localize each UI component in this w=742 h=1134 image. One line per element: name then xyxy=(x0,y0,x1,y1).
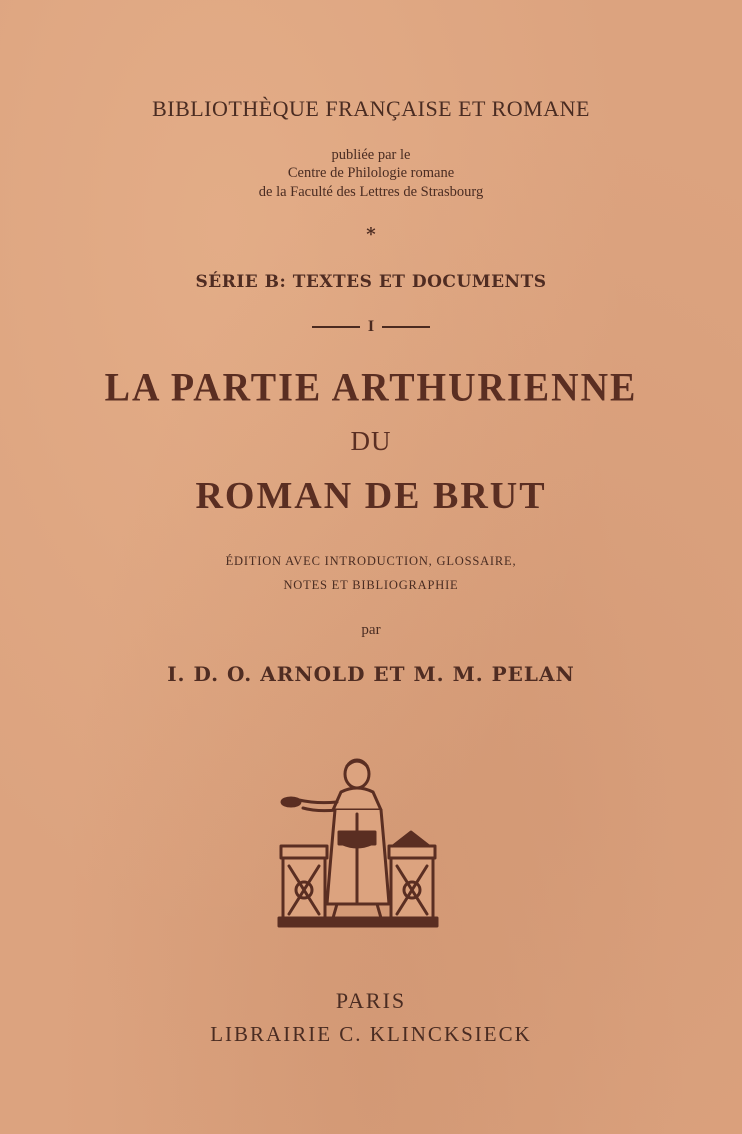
publisher-line: Centre de Philologie romane xyxy=(287,165,455,181)
volume-rule-right xyxy=(382,326,430,328)
ornament-asterisk: * xyxy=(366,224,376,245)
publisher-line: de la Faculté des Lettres de Strasbourg xyxy=(258,184,484,200)
publisher-line: publiée par le xyxy=(331,147,411,163)
seated-scholar-woodcut-icon xyxy=(277,754,439,930)
volume-number xyxy=(0,318,742,336)
authors: I. D. O. ARNOLD ET M. M. PELAN xyxy=(167,662,575,686)
edition-line: ÉDITION AVEC INTRODUCTION, GLOSSAIRE, xyxy=(225,554,517,568)
serie-heading: SÉRIE B: TEXTES ET DOCUMENTS xyxy=(195,272,547,292)
book-title-line-2: ROMAN DE BRUT xyxy=(195,475,547,517)
series-title: BIBLIOTHÈQUE FRANÇAISE ET ROMANE xyxy=(152,96,590,121)
volume-label: I xyxy=(367,318,375,335)
volume-rule-left xyxy=(312,326,360,328)
publisher-city: PARIS xyxy=(335,988,407,1013)
publisher-name: LIBRAIRIE C. KLINCKSIECK xyxy=(210,1022,532,1046)
book-title-line-1: LA PARTIE ARTHURIENNE xyxy=(104,365,638,411)
edition-line: NOTES ET BIBLIOGRAPHIE xyxy=(283,578,459,592)
book-title-du: DU xyxy=(350,426,392,456)
par-label: par xyxy=(361,622,381,638)
